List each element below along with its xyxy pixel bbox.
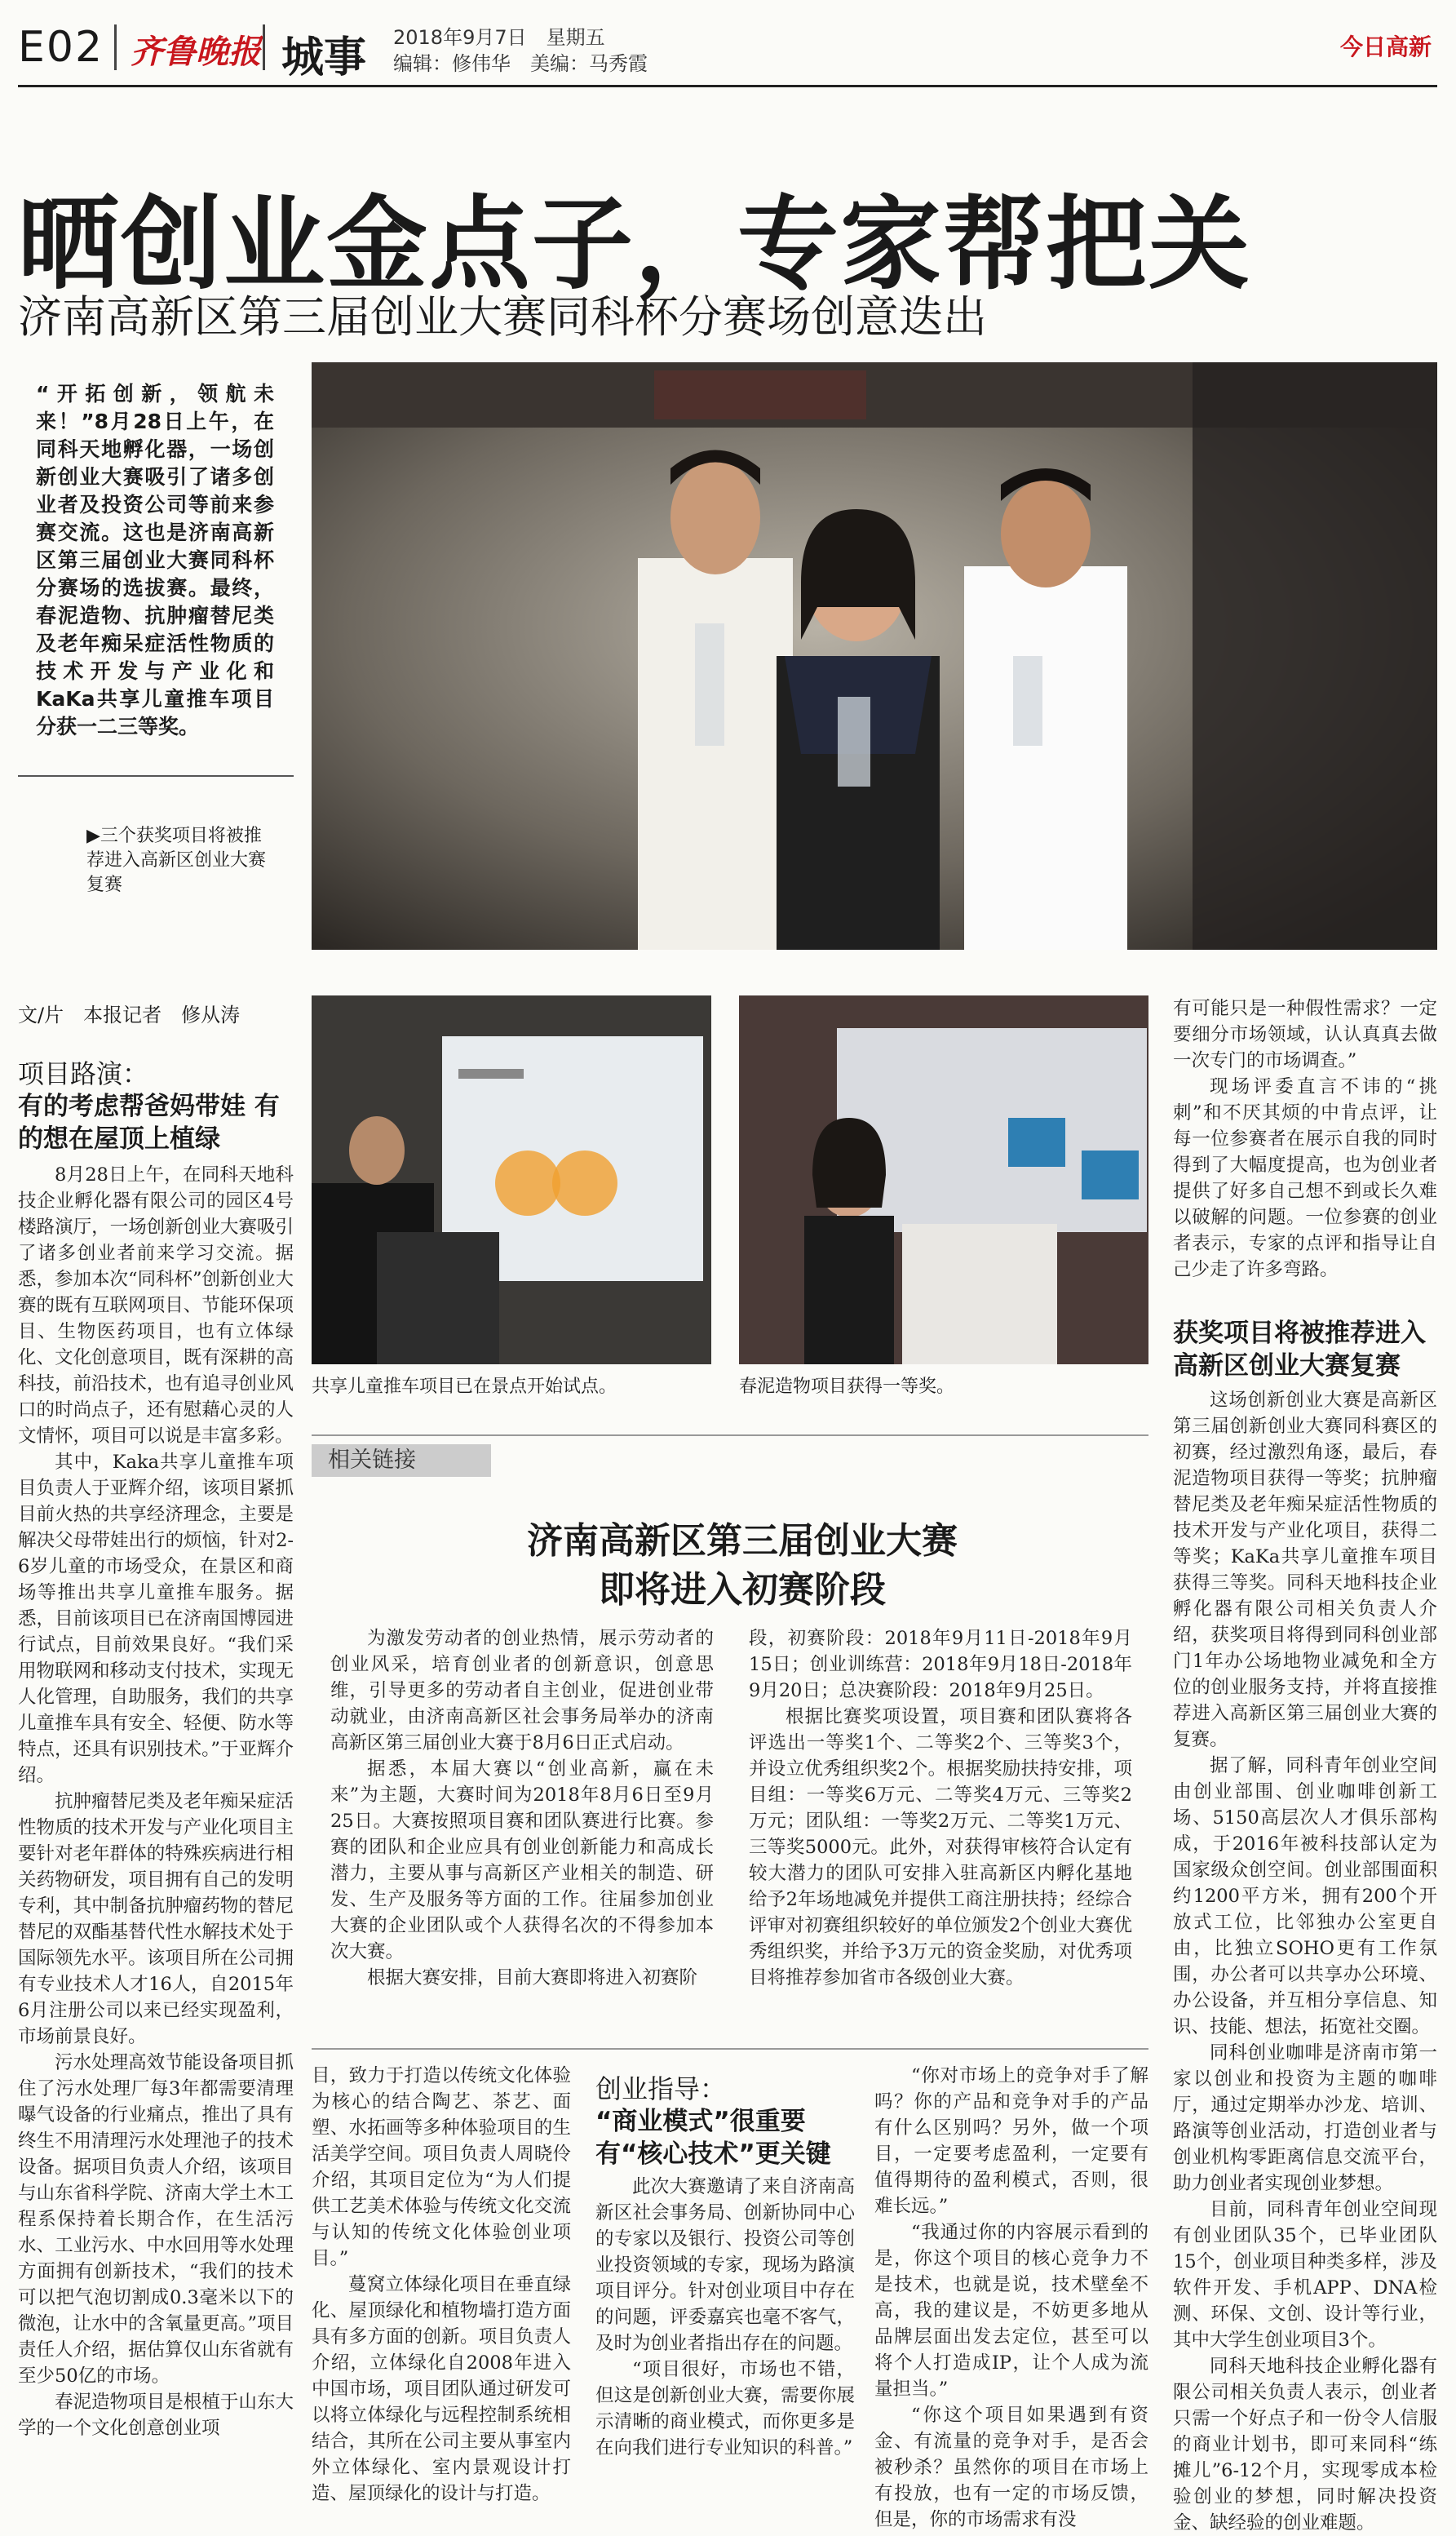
box-title-line2: 即将进入初赛阶段 (599, 1569, 886, 1611)
section3-body (1173, 1387, 1437, 2534)
section2-tag: 创业指导： (595, 2073, 727, 2104)
body-paragraph: 此次大赛邀请了来自济南高新区社会事务局、创新协同中心的专家以及银行、投资公司等创业投资领域的专家，现场为路演项目评分。针对创业项目中存在的问题，评委嘉宾也毫不客气，及时为创业者指出存在的问题。 (595, 2176, 855, 2354)
box-column-1 (330, 1625, 714, 2025)
body-paragraph: 根据比赛奖项设置，项目赛和团队赛将各评选出一等奖1个、二等奖2个、三等奖3个，并设立优秀组织奖2个。根据奖励扶持安排，项目组：一等奖6万元、二等奖4万元、三等奖2万元；团队组：一等奖2万元、二等奖1万元、三等奖5000元。此外，对获得审核符合认定有较大潜力的团队可安排入驻高新区内孵化基地给予2年场地减免并提供工商注册扶持；经综合评审对初赛组织较好的单位颁发2个创业大赛优秀组织奖，并给予3万元的资金奖励，对优秀项目将推荐参加省市各级创业大赛。 (749, 1706, 1132, 1988)
body-paragraph: 目，致力于打造以传统文化体验为核心的结合陶艺、茶艺、面塑、水拓画等多种体验项目的生活美学空间。项目负责人周晓伶介绍，其项目定位为“为人们提供工艺美术体验与传统文化交流与认知的传统文化体验创业项目。” (312, 2065, 571, 2269)
body-paragraph: 据悉，本届大赛以“创业高新，赢在未来”为主题，大赛时间为2018年8月6日至9月25日。大赛按照项目赛和团队赛进行比赛。参赛的团队和企业应具有创业创新能力和高成长潜力，主要从事与高新区产业相关的制造、研发、生产及服务等方面的工作。往届参加创业大赛的企业团队或个人获得名次的不得参加本次大赛。 (330, 1758, 714, 1962)
body-paragraph: 污水处理高效节能设备项目抓住了污水处理厂每3年都需要清理曝气设备的行业痛点，推出了具有终生不用清理污水处理池子的技术设备。据项目负责人介绍，该项目与山东省科学院、济南大学土木工程系保持着长期合作，在生活污水、工业污水、中水回用等水处理方面拥有创新技术，“我们的技术可以把气泡切割成0.3毫米以下的微泡，让水中的含氧量更高。”项目责任人介绍，据估算仅山东省就有至少50亿的市场。 (18, 2052, 294, 2387)
lead-caption: ▶三个获奖项目将被推荐进入高新区创业大赛复赛 (86, 826, 267, 895)
chunni-photo (739, 995, 1148, 1364)
body-paragraph: 据了解，同科青年创业空间由创业部围、创业咖啡创新工场、5150高层次人才俱乐部构成，于2016年被科技部认定为国家级众创空间。创业部围面积约1200平方米，拥有200个开放式工位，比邻独办公室更自由，比独立SOHO更有工作氛围，办公者可以共享办公环境、办公设备，并互相分享信息、知识、技能、想法，拓宽社交圈。 (1173, 1755, 1437, 2037)
page-number: E02 (18, 23, 104, 72)
section2-end (1173, 995, 1437, 1306)
body-paragraph: 目前，同科青年创业空间现有创业团队35个，已毕业团队15个，创业项目种类多样，涉及软件开发、手机APP、DNA检测、环保、文创、设计等行业，其中大学生创业项目3个。 (1173, 2199, 1437, 2351)
section2-title: “商业模式”很重要 有“核心技术”更关键 (595, 2107, 831, 2169)
section2-body (595, 2174, 855, 2495)
header-divider (114, 24, 117, 70)
column-label: 今日高新 (1339, 33, 1432, 60)
box-column-2 (749, 1625, 1132, 2025)
section3-title: 获奖项目将被推荐进入高新区创业大赛复赛 (1173, 1319, 1426, 1381)
box-rule (312, 2048, 1148, 2050)
sub-headline: 济南高新区第三届创业大赛同科杯分赛场创意迭出 (18, 291, 987, 343)
body-paragraph: 根据大赛安排，目前大赛即将进入初赛阶 (367, 1967, 698, 1988)
newspaper-logo: 齐鲁晚报 (131, 33, 261, 71)
body-paragraph: 抗肿瘤替尼类及老年痴呆症活性物质的技术开发与产业化项目主要针对老年群体的特殊疾病进行相关药物研发，项目拥有自己的发明专利，其中制备抗肿瘤药物的替尼替尼的双酯基替代性水解技术处于国际领先水平。该项目所在公司拥有专业技术人才16人，自2015年6月注册公司以来已经实现盈利，市场前景良好。 (18, 1791, 294, 2047)
issue-date: 2018年9月7日 星期五 (393, 26, 605, 49)
body-paragraph: 同科创业咖啡是济南市第一家以创业和投资为主题的咖啡厅，通过定期举办沙龙、培训、路演等创业活动，打造创业者与创业机构零距离信息交流平台，助力创业者实现创业梦想。 (1173, 2042, 1437, 2194)
section1-continued (312, 2063, 571, 2504)
award-photo (312, 362, 1437, 950)
related-link-tag: 相关链接 (312, 1444, 491, 1477)
body-paragraph: “我通过你的内容展示看到的是，你这个项目的核心竞争力不是技术，也就是说，技术壁垒不高，我的建议是，不妨更多地从品牌层面出发去定位，甚至可以将个人打造成IP，让个人成为流量担当。” (874, 2222, 1148, 2400)
section2-continued (874, 2063, 1148, 2530)
body-paragraph: 蔓窝立体绿化项目在垂直绿化、屋顶绿化和植物墙打造方面具有多方面的创新。项目负责人介绍，立体绿化自2008年进入中国市场，项目团队通过研发可以将立体绿化与远程控制系统相结合，其所在公司主要从事室内外立体绿化、室内景观设计打造、屋顶绿化的设计与打造。 (312, 2274, 571, 2504)
body-paragraph: 其中，Kaka共享儿童推车项目负责人于亚辉介绍，该项目紧抓目前火热的共享经济理念，主要是解决父母带娃出行的烦恼，针对2-6岁儿童的市场受众，在景区和商场等推出共享儿童推车服务。据悉，目前该项目已在济南国博园进行试点，目前效果良好。“我们采用物联网和移动支付技术，实现无人化管理，自助服务，我们的共享儿童推车具有安全、轻便、防水等特点，还具有识别技术。”于亚辉介绍。 (18, 1452, 294, 1786)
body-paragraph: “你对市场上的竞争对手了解吗？你的产品和竞争对手的产品有什么区别吗？另外，做一个项目，一定要考虑盈利，一定要有值得期待的盈利模式，否则，很难长远。” (874, 2065, 1148, 2217)
header-rule (18, 85, 1437, 87)
body-paragraph: 春泥造物项目是根植于山东大学的一个文化创意创业项 (18, 2392, 294, 2439)
section-name: 城事 (281, 33, 367, 82)
editor-credits: 编辑：修伟华 美编：马秀霞 (393, 52, 648, 75)
main-headline: 晒创业金点子，专家帮把关 (18, 186, 1252, 304)
section1-body (18, 1162, 294, 2492)
body-paragraph: “你这个项目如果遇到有资金、有流量的竞争对手，是否会被秒杀？虽然你的项目在市场上有投放，也有一定的市场反馈，但是，你的市场需求有没 (874, 2405, 1148, 2530)
body-paragraph: “项目很好，市场也不错，但这是创新创业大赛，需要你展示清晰的商业模式，而你更多是在向我们进行专业知识的科普。” (595, 2359, 855, 2458)
body-paragraph: 为激发劳动者的创业热情，展示劳动者的创业风采，培育创业者的创新意识，创意思维，引导更多的劳动者自主创业，促进创业带动就业，由济南高新区社会事务局举办的济南高新区第三届创业大赛于8月6日正式启动。 (330, 1628, 714, 1753)
section1-tag: 项目路演： (18, 1058, 149, 1089)
box-title-line1: 济南高新区第三届创业大赛 (527, 1520, 958, 1562)
photo-a-caption: 共享儿童推车项目已在景点开始试点。 (312, 1377, 617, 1397)
header-divider (263, 24, 265, 70)
lead-rule (18, 775, 294, 777)
photo-b-caption: 春泥造物项目获得一等奖。 (739, 1377, 955, 1397)
body-paragraph: 8月28日上午，在同科天地科技企业孵化器有限公司的园区4号楼路演厅，一场创新创业大赛吸引了诸多创业者前来学习交流。据悉，参加本次“同科杯”创新创业大赛的既有互联网项目、节能环保项目、生物医药项目，也有立体绿化、文化创意项目，既有深耕的高科技，前沿技术，也有追寻创业风口的时尚点子，还有慰藉心灵的人文情怀，项目可以说是丰富多彩。 (18, 1164, 294, 1447)
section1-title: 有的考虑帮爸妈带娃 有的想在屋顶上植绿 (18, 1092, 280, 1154)
body-paragraph: 有可能只是一种假性需求？一定要细分市场领域，认认真真去做一次专门的市场调查。” (1173, 998, 1437, 1071)
body-paragraph: 现场评委直言不讳的“挑刺”和不厌其烦的中肯点评，让每一位参赛者在展示自我的同时得到了大幅度提高，也为创业者提供了好多自己想不到或长久难以破解的问题。一位参赛的创业者表示，专家的点评和指导让自己少走了许多弯路。 (1173, 1076, 1437, 1280)
stroller-photo (312, 995, 711, 1364)
lead-paragraph: “开拓创新，领航未来！”8月28日上午，在同科天地孵化器，一场创新创业大赛吸引了诸多创业者及投资公司等前来参赛交流。这也是济南高新区第三届创业大赛同科杯分赛场的选拔赛。最终，春泥造物、抗肿瘤替尼类及老年痴呆症活性物质的技术开发与产业化和KaKa共享儿童推车项目分获一二三等奖。 (36, 382, 274, 738)
body-paragraph: 段，初赛阶段：2018年9月11日-2018年9月15日；创业训练营：2018年9月18日-2018年9月20日；总决赛阶段：2018年9月25日。 (749, 1628, 1132, 1701)
byline: 文/片 本报记者 修从涛 (18, 1004, 241, 1026)
body-paragraph: 同科天地科技企业孵化器有限公司相关负责人表示，创业者只需一个好点子和一份令人信服的商业计划书，即可来同科“练摊儿”6-12个月，实现零成本检验创业的梦想，同时解决投资金、缺经验的创业难题。 (1173, 2356, 1437, 2534)
body-paragraph: 这场创新创业大赛是高新区第三届创新创业大赛同科赛区的初赛，经过激烈角逐，最后，春泥造物项目获得一等奖；抗肿瘤替尼类及老年痴呆症活性物质的技术开发与产业化项目，获得二等奖；KaKa共享儿童推车项目获得三等奖。同科天地科技企业孵化器有限公司相关负责人介绍，获奖项目将得到同科创业部门1年办公场地物业减免和全方位的创业服务支持，并将直接推荐进入高新区第三届创业大赛的复赛。 (1173, 1390, 1437, 1750)
